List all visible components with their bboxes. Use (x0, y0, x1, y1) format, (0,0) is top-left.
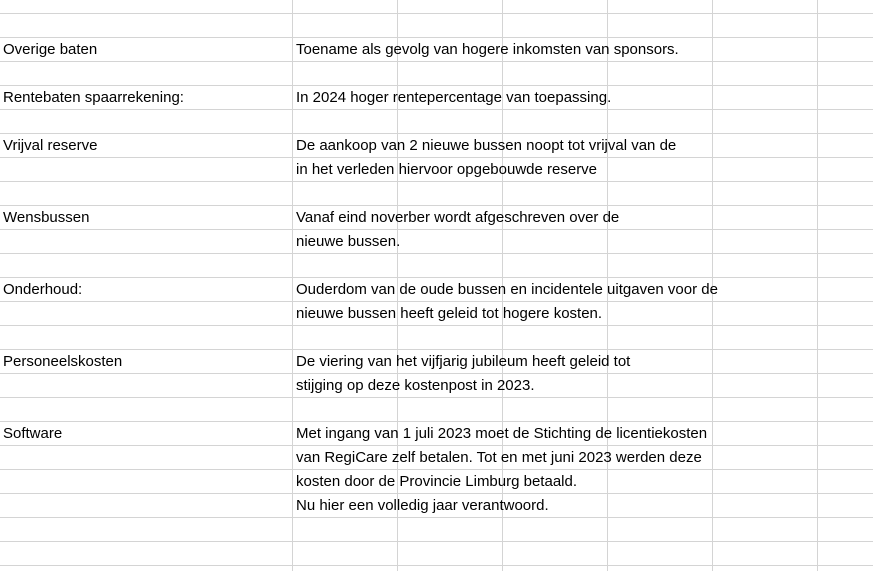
table-row (0, 134, 873, 158)
table-row (0, 206, 873, 230)
table-row (0, 398, 873, 422)
label-cell[interactable]: Software (3, 425, 63, 442)
explanation-cell[interactable]: nieuwe bussen heeft geleid tot hogere kosten. (296, 305, 603, 322)
table-row (0, 38, 873, 62)
table-row (0, 254, 873, 278)
table-row (0, 542, 873, 566)
table-row (0, 518, 873, 542)
table-row (0, 302, 873, 326)
explanation-cell[interactable]: Toename als gevolg van hogere inkomsten van sponsors. (296, 41, 679, 58)
table-row (0, 182, 873, 206)
explanation-cell[interactable]: van RegiCare zelf betalen. Tot en met juni 2023 werden deze (296, 449, 702, 466)
table-row (0, 278, 873, 302)
table-row (0, 158, 873, 182)
table-row (0, 230, 873, 254)
label-cell[interactable]: Rentebaten spaarrekening: (3, 89, 184, 106)
explanation-cell[interactable]: in het verleden hiervoor opgebouwde reserve (296, 161, 598, 178)
table-row (0, 14, 873, 38)
label-cell[interactable]: Personeelskosten (3, 353, 123, 370)
table-row (0, 86, 873, 110)
table-row (0, 0, 873, 14)
label-cell[interactable]: Vrijval reserve (3, 137, 98, 154)
explanation-cell[interactable]: nieuwe bussen. (296, 233, 401, 250)
table-row (0, 374, 873, 398)
explanation-cell[interactable]: In 2024 hoger rentepercentage van toepassing. (296, 89, 612, 106)
label-cell[interactable]: Wensbussen (3, 209, 90, 226)
explanation-cell[interactable]: Ouderdom van de oude bussen en incidentele uitgaven voor de (296, 281, 718, 298)
explanation-cell[interactable]: De aankoop van 2 nieuwe bussen noopt tot vrijval van de (296, 137, 677, 154)
explanation-cell[interactable]: Met ingang van 1 juli 2023 moet de Stichting de licentiekosten (296, 425, 708, 442)
table-row (0, 110, 873, 134)
table-row (0, 422, 873, 446)
label-cell[interactable]: Overige baten (3, 41, 98, 58)
explanation-cell[interactable]: De viering van het vijfjarig jubileum heeft geleid tot (296, 353, 631, 370)
table-row (0, 62, 873, 86)
explanation-cell[interactable]: Nu hier een volledig jaar verantwoord. (296, 497, 549, 514)
table-row (0, 326, 873, 350)
explanation-cell[interactable]: kosten door de Provincie Limburg betaald. (296, 473, 578, 490)
table-row (0, 494, 873, 518)
explanation-cell[interactable]: stijging op deze kostenpost in 2023. (296, 377, 535, 394)
table-row (0, 446, 873, 470)
label-cell[interactable]: Onderhoud: (3, 281, 83, 298)
table-row (0, 350, 873, 374)
explanation-cell[interactable]: Vanaf eind noverber wordt afgeschreven over de (296, 209, 620, 226)
table-row (0, 470, 873, 494)
